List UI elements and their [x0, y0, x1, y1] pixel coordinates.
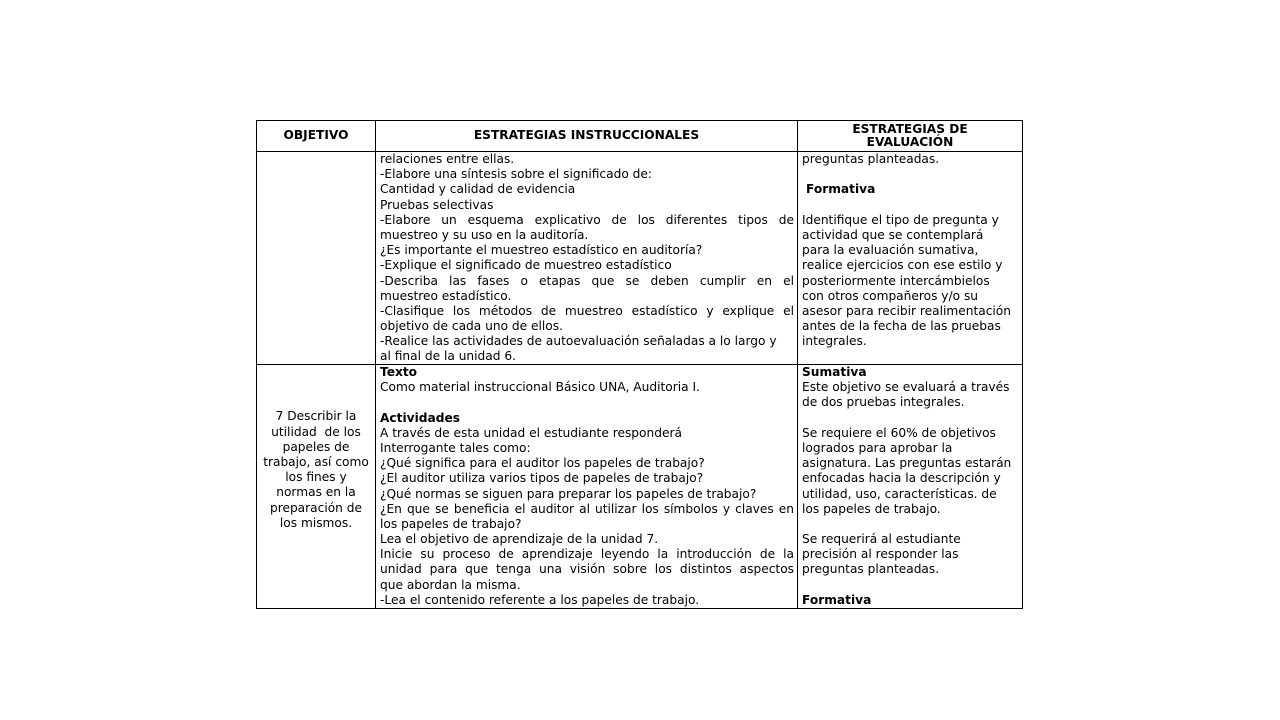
- text-line: Pruebas selectivas: [380, 197, 494, 212]
- text-line: logrados para aprobar la: [802, 440, 953, 455]
- text-line: realice ejercicios con ese estilo y: [802, 258, 1003, 273]
- text-line: -Explique el significado de muestreo estadístico: [380, 258, 672, 273]
- sumativa-heading: Sumativa: [802, 365, 867, 379]
- header-estrategias-instruccionales: [376, 121, 797, 151]
- text-line: Identifique el tipo de pregunta y: [802, 212, 999, 227]
- header-evaluacion-line2: EVALUACIÓN: [866, 135, 954, 149]
- text-line: Inicie su proceso de aprendizaje leyendo la introducción de la: [380, 547, 794, 562]
- header-objetivo: [257, 121, 375, 151]
- text-line: Cantidad y calidad de evidencia: [380, 182, 576, 197]
- text-line: que abordan la misma.: [380, 577, 521, 592]
- text-line: -Elabore un esquema explicativo de los diferentes tipos de: [380, 212, 794, 227]
- row2-evaluacion-cell: [802, 365, 1022, 609]
- formativa-heading: Formativa: [802, 592, 872, 607]
- row2-instruccionales-cell: [380, 365, 794, 609]
- text-line: actividad que se contemplará: [802, 227, 984, 242]
- text-line: preguntas planteadas.: [802, 152, 940, 166]
- row2-objetivo-cell: [257, 365, 375, 531]
- header-objetivo-label: OBJETIVO: [283, 128, 349, 143]
- row1-instruccionales-cell: [380, 152, 794, 364]
- text-line: relaciones entre ellas.: [380, 152, 515, 166]
- text-line: asesor para recibir realimentación: [802, 303, 1011, 318]
- text-line: preguntas planteadas.: [802, 562, 940, 577]
- text-line: muestreo y su uso en la auditoría.: [380, 227, 589, 242]
- text-line: antes de la fecha de las pruebas: [802, 319, 1001, 334]
- text-line: -Describa las fases o etapas que se deben cumplir en el: [380, 273, 794, 288]
- objetivo-line: los fines y: [285, 470, 347, 485]
- text-line: A través de esta unidad el estudiante responderá: [380, 425, 682, 440]
- text-line: ¿El auditor utiliza varios tipos de papeles de trabajo?: [380, 471, 704, 486]
- text-line: precisión al responder las: [802, 547, 959, 562]
- row1-objetivo-cell: [257, 152, 375, 364]
- text-line: -Clasifique los métodos de muestreo estadístico y explique el: [380, 303, 794, 318]
- text-line: los papeles de trabajo.: [802, 501, 941, 516]
- objetivo-line: 7 Describir la: [275, 409, 357, 424]
- formativa-heading: Formativa: [806, 182, 876, 197]
- header-estrategias-evaluacion: [798, 121, 1022, 151]
- header-instruccionales-label: ESTRATEGIAS INSTRUCCIONALES: [473, 128, 700, 143]
- objetivo-line: normas en la: [276, 485, 356, 500]
- objetivo-line: preparación de: [269, 500, 363, 515]
- text-line: integrales.: [802, 334, 867, 349]
- text-line: posteriormente intercámbielos: [802, 273, 990, 288]
- text-line: de dos pruebas integrales.: [802, 395, 965, 410]
- header-evaluacion-line1: ESTRATEGIAS DE: [852, 121, 968, 136]
- text-line: asignatura. Las preguntas estarán: [802, 456, 1012, 471]
- text-line: Se requerirá al estudiante: [802, 532, 961, 547]
- text-line: para la evaluación sumativa,: [802, 243, 979, 258]
- text-line: muestreo estadístico.: [380, 288, 512, 303]
- text-line: al final de la unidad 6.: [380, 349, 516, 364]
- text-line: los papeles de trabajo?: [380, 516, 522, 531]
- text-line: -Elabore una síntesis sobre el significado de:: [380, 167, 652, 182]
- text-line: ¿Qué normas se siguen para preparar los papeles de trabajo?: [380, 486, 757, 501]
- text-line: objetivo de cada uno de ellos.: [380, 319, 563, 334]
- text-line: enfocadas hacia la descripción y: [802, 471, 1001, 486]
- text-line: Este objetivo se evaluará a través: [802, 380, 1010, 395]
- texto-heading: Texto: [380, 365, 418, 379]
- row1-evaluacion-cell: [802, 152, 1022, 364]
- text-line: Lea el objetivo de aprendizaje de la unidad 7.: [380, 532, 659, 547]
- objetivo-line: trabajo, así como: [263, 454, 369, 469]
- text-line: ¿En que se beneficia el auditor al utilizar los símbolos y claves en: [380, 501, 794, 516]
- text-line: Interrogante tales como:: [380, 440, 531, 455]
- text-line: ¿Qué significa para el auditor los papeles de trabajo?: [380, 456, 705, 471]
- objetivo-line: los mismos.: [279, 515, 353, 530]
- strategies-table: [256, 120, 1023, 609]
- text-line: Como material instruccional Básico UNA, Auditoria I.: [380, 380, 700, 395]
- text-line: con otros compañeros y/o su: [802, 288, 979, 303]
- text-line: ¿Es importante el muestreo estadístico en auditoría?: [380, 243, 703, 258]
- actividades-heading: Actividades: [380, 410, 460, 425]
- text-line: utilidad, uso, características. de: [802, 486, 997, 501]
- objetivo-line: papeles de: [282, 439, 350, 454]
- text-line: -Lea el contenido referente a los papeles de trabajo.: [380, 592, 700, 607]
- text-line: Se requiere el 60% de objetivos: [802, 425, 996, 440]
- objetivo-line: utilidad de los: [271, 424, 361, 439]
- text-line: -Realice las actividades de autoevaluación señaladas a lo largo y: [380, 334, 777, 349]
- text-line: unidad para que tenga una visión sobre los distintos aspectos: [380, 562, 794, 577]
